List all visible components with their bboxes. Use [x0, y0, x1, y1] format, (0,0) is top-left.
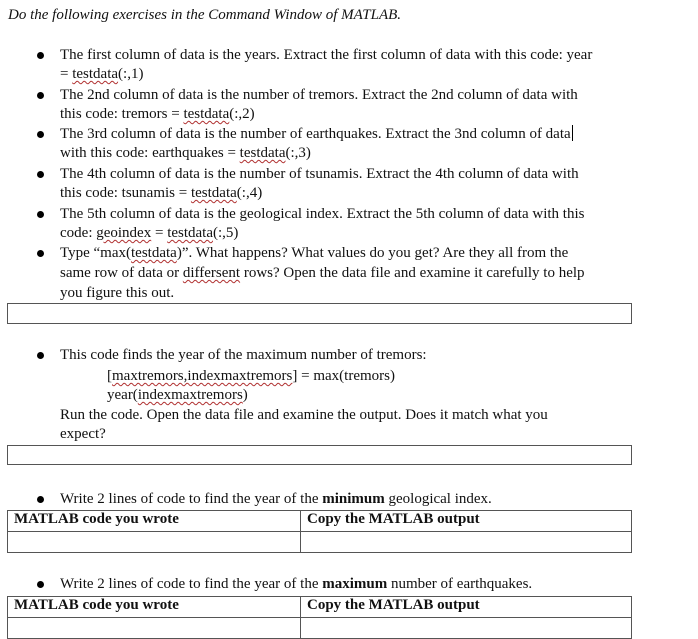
exercise-5-line-2: code: geoindex = testdata(:,5) — [60, 225, 239, 241]
code-token: differsent — [182, 265, 241, 281]
tremor-exercise-line-5: expect? — [60, 426, 106, 442]
code-token: testdata — [131, 245, 177, 261]
max-eq-exercise: Write 2 lines of code to find the year of the maximum number of earthquakes. — [60, 576, 533, 592]
bullet-icon — [37, 581, 44, 588]
exercise-3-line-2: with this code: earthquakes = testdata(:,3) — [60, 145, 311, 161]
exercise-4-line-2: this code: tsunamis = testdata(:,4) — [60, 185, 263, 201]
exercise-6-line-2: same row of data or differsent rows? Open the data file and examine it carefully to help — [60, 265, 585, 281]
tremor-code-line-2: year(indexmaxtremors) — [107, 387, 248, 403]
tremor-exercise-line-1: This code finds the year of the maximum number of tremors: — [60, 347, 427, 363]
exercise-3-line-1: The 3rd column of data is the number of earthquakes. Extract the 3nd column of data — [60, 126, 571, 142]
code-token: testdata — [239, 145, 286, 161]
bullet-icon — [37, 52, 44, 59]
answer-box-1[interactable] — [7, 303, 632, 324]
exercise-2-line-1: The 2nd column of data is the number of tremors. Extract the 2nd column of data with — [60, 87, 578, 103]
exercise-6-line-1: Type “max(testdata)”. What happens? What values do you get? Are they all from the — [60, 245, 569, 261]
exercise-6-line-3: you figure this out. — [60, 285, 175, 301]
exercise-1-line-1: The first column of data is the years. Extract the first column of data with this code: year — [60, 47, 593, 63]
code-token: geoindex — [96, 225, 152, 241]
bullet-icon — [37, 496, 44, 503]
table-header-code: MATLAB code you wrote — [8, 597, 301, 618]
tremor-exercise-line-4: Run the code. Open the data file and examine the output. Does it match what you — [60, 407, 548, 423]
code-token: testdata — [190, 185, 237, 201]
exercise-1-line-2: = testdata(:,1) — [60, 66, 144, 82]
tremor-code-line-1: [maxtremors,indexmaxtremors] = max(tremors) — [107, 368, 395, 384]
bullet-icon — [37, 352, 44, 359]
bullet-icon — [37, 211, 44, 218]
text-cursor — [572, 125, 573, 141]
answer-box-2[interactable] — [7, 445, 632, 465]
table-header-output: Copy the MATLAB output — [301, 597, 632, 618]
bullet-icon — [37, 92, 44, 99]
exercise-4-line-1: The 4th column of data is the number of tsunamis. Extract the 4th column of data with — [60, 166, 579, 182]
code-token: testdata — [72, 66, 119, 82]
exercise-5-line-1: The 5th column of data is the geological index. Extract the 5th column of data with this — [60, 206, 585, 222]
bullet-icon — [37, 171, 44, 178]
answer-table-2 — [7, 596, 632, 639]
answer-table-1 — [7, 510, 632, 553]
code-token: testdata — [167, 225, 214, 241]
code-answer-cell[interactable] — [8, 618, 301, 639]
output-answer-cell[interactable] — [301, 618, 632, 639]
code-answer-cell[interactable] — [8, 532, 301, 553]
code-token: maxtremors,indexmaxtremors — [112, 368, 293, 384]
instruction-heading: Do the following exercises in the Command Window of MATLAB. — [8, 7, 402, 23]
bullet-icon — [37, 131, 44, 138]
table-header-code: MATLAB code you wrote — [8, 511, 301, 532]
exercise-2-line-2: this code: tremors = testdata(:,2) — [60, 106, 255, 122]
min-geo-exercise: Write 2 lines of code to find the year of the minimum geological index. — [60, 491, 492, 507]
bullet-icon — [37, 250, 44, 257]
table-header-output: Copy the MATLAB output — [301, 511, 632, 532]
code-token: indexmaxtremors — [137, 387, 243, 403]
output-answer-cell[interactable] — [301, 532, 632, 553]
code-token: testdata — [183, 106, 230, 122]
